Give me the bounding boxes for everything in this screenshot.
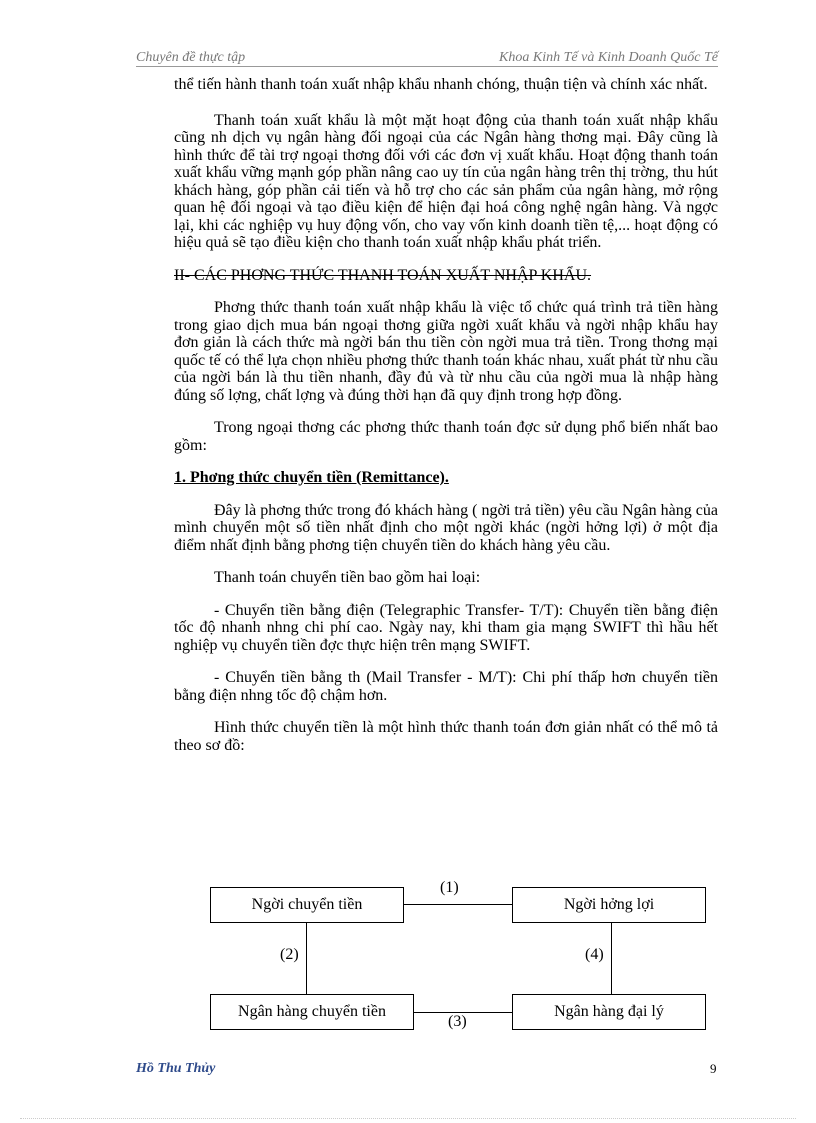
page-bottom-border: [20, 1118, 796, 1119]
remittance-diagram: [200, 875, 720, 1045]
step-label-4: (4): [585, 946, 604, 963]
paragraph: Đây là phơng thức trong đó khách hàng ( ngời trả tiền) yêu cầu Ngân hàng của mình chuyển một số tiền nhất định cho một ngời khác (ngời hởng lợi) ở một địa điểm nhất định bằng phơng tiện chuyển tiền do khách hàng yêu cầu.: [174, 501, 718, 554]
paragraph: Trong ngoại thơng các phơng thức thanh toán đợc sử dụng phổ biến nhất bao gồm:: [174, 419, 718, 454]
box-remitting-bank: [210, 994, 414, 1030]
paragraph: Hình thức chuyển tiền là một hình thức thanh toán đơn giản nhất có thể mô tả theo sơ đồ:: [174, 719, 718, 754]
footer-author: Hồ Thu Thủy: [136, 1061, 216, 1076]
subsection-heading: 1. Phơng thức chuyển tiền (Remittance).: [174, 469, 449, 486]
header-left-text: Chuyên đề thực tập: [136, 50, 246, 65]
box-remitter-label: Ngời chuyển tiền: [251, 896, 363, 913]
step-label-1: (1): [440, 879, 459, 896]
paragraph: thể tiến hành thanh toán xuất nhập khẩu nhanh chóng, thuận tiện và chính xác nhất.: [174, 76, 708, 93]
paragraph: Thanh toán xuất khẩu là một mặt hoạt động của thanh toán xuất nhập khẩu cũng nh dịch vụ ngân hàng đối ngoại của các Ngân hàng thơng mại. Đây cũng là hình thức để tài trợ ngoại thơng đối với các đơn vị xuất khẩu. Hoạt động thanh toán xuất khẩu vững mạnh góp phần nâng cao uy tín của ngân hàng trên thị trờng, thu hút khách hàng, góp phần cải tiến và hỗ trợ cho các sản phẩm của ngân hàng, mở rộng quan hệ đối ngoại và tạo điều kiện để hiện đại hoá công nghệ ngân hàng. Và ngợc lại, khi các nghiệp vụ huy động vốn, cho vay vốn kinh doanh tiền tệ,... hoạt động có hiệu quả sẽ tạo điều kiện cho thanh toán xuất nhập khẩu phát triển.: [174, 111, 718, 251]
connector-line-top: [402, 904, 512, 905]
connector-line-right: [611, 921, 612, 994]
paragraph: - Chuyển tiền bằng điện (Telegraphic Transfer- T/T): Chuyển tiền bằng điện tốc độ nhanh nhng chi phí cao. Ngày nay, khi tham gia mạng SWIFT thì hầu hết nghiệp vụ chuyển tiền đợc thực hiện trên mạng SWIFT.: [174, 601, 718, 654]
header-right-text: Khoa Kinh Tế và Kinh Doanh Quốc Tế: [499, 50, 718, 65]
page-number: 9: [710, 1061, 717, 1076]
paragraph: Phơng thức thanh toán xuất nhập khẩu là việc tổ chức quá trình trả tiền hàng trong giao dịch mua bán ngoại thơng giữa ngời xuất khẩu và ngời nhập khẩu hay đơn giản là cách thức mà ngời bán thu tiền còn ngời mua trả tiền. Trong thơng mại quốc tế có thể lựa chọn nhiều phơng thức thanh toán khác nhau, xuất phát từ nhu cầu của ngời bán là thu tiền nhanh, đầy đủ và từ nhu cầu của ngời mua là nhập hàng đúng số lợng, chất lợng và đúng thời hạn đã quy định trong hợp đồng.: [174, 299, 718, 404]
box-remitting-bank-label: Ngân hàng chuyển tiền: [238, 1003, 386, 1020]
section-heading: II- CÁC PHƠNG THỨC THANH TOÁN XUẤT NHẬP KHẨU.: [174, 266, 592, 284]
step-label-2: (2): [280, 946, 299, 963]
paragraph: - Chuyển tiền bằng th (Mail Transfer - M/T): Chi phí thấp hơn chuyển tiền bằng điện nhng tốc độ chậm hơn.: [174, 669, 718, 704]
header-rule: [136, 66, 718, 67]
paragraph: Thanh toán chuyển tiền bao gồm hai loại:: [214, 569, 481, 586]
connector-line-left: [306, 921, 307, 994]
box-agent-bank: [512, 994, 706, 1030]
step-label-3: (3): [448, 1013, 467, 1030]
document-body: [174, 76, 718, 769]
box-beneficiary-label: Ngời hởng lợi: [563, 896, 655, 913]
box-agent-bank-label: Ngân hàng đại lý: [554, 1003, 664, 1020]
box-remitter: [210, 887, 404, 923]
box-beneficiary: [512, 887, 706, 923]
